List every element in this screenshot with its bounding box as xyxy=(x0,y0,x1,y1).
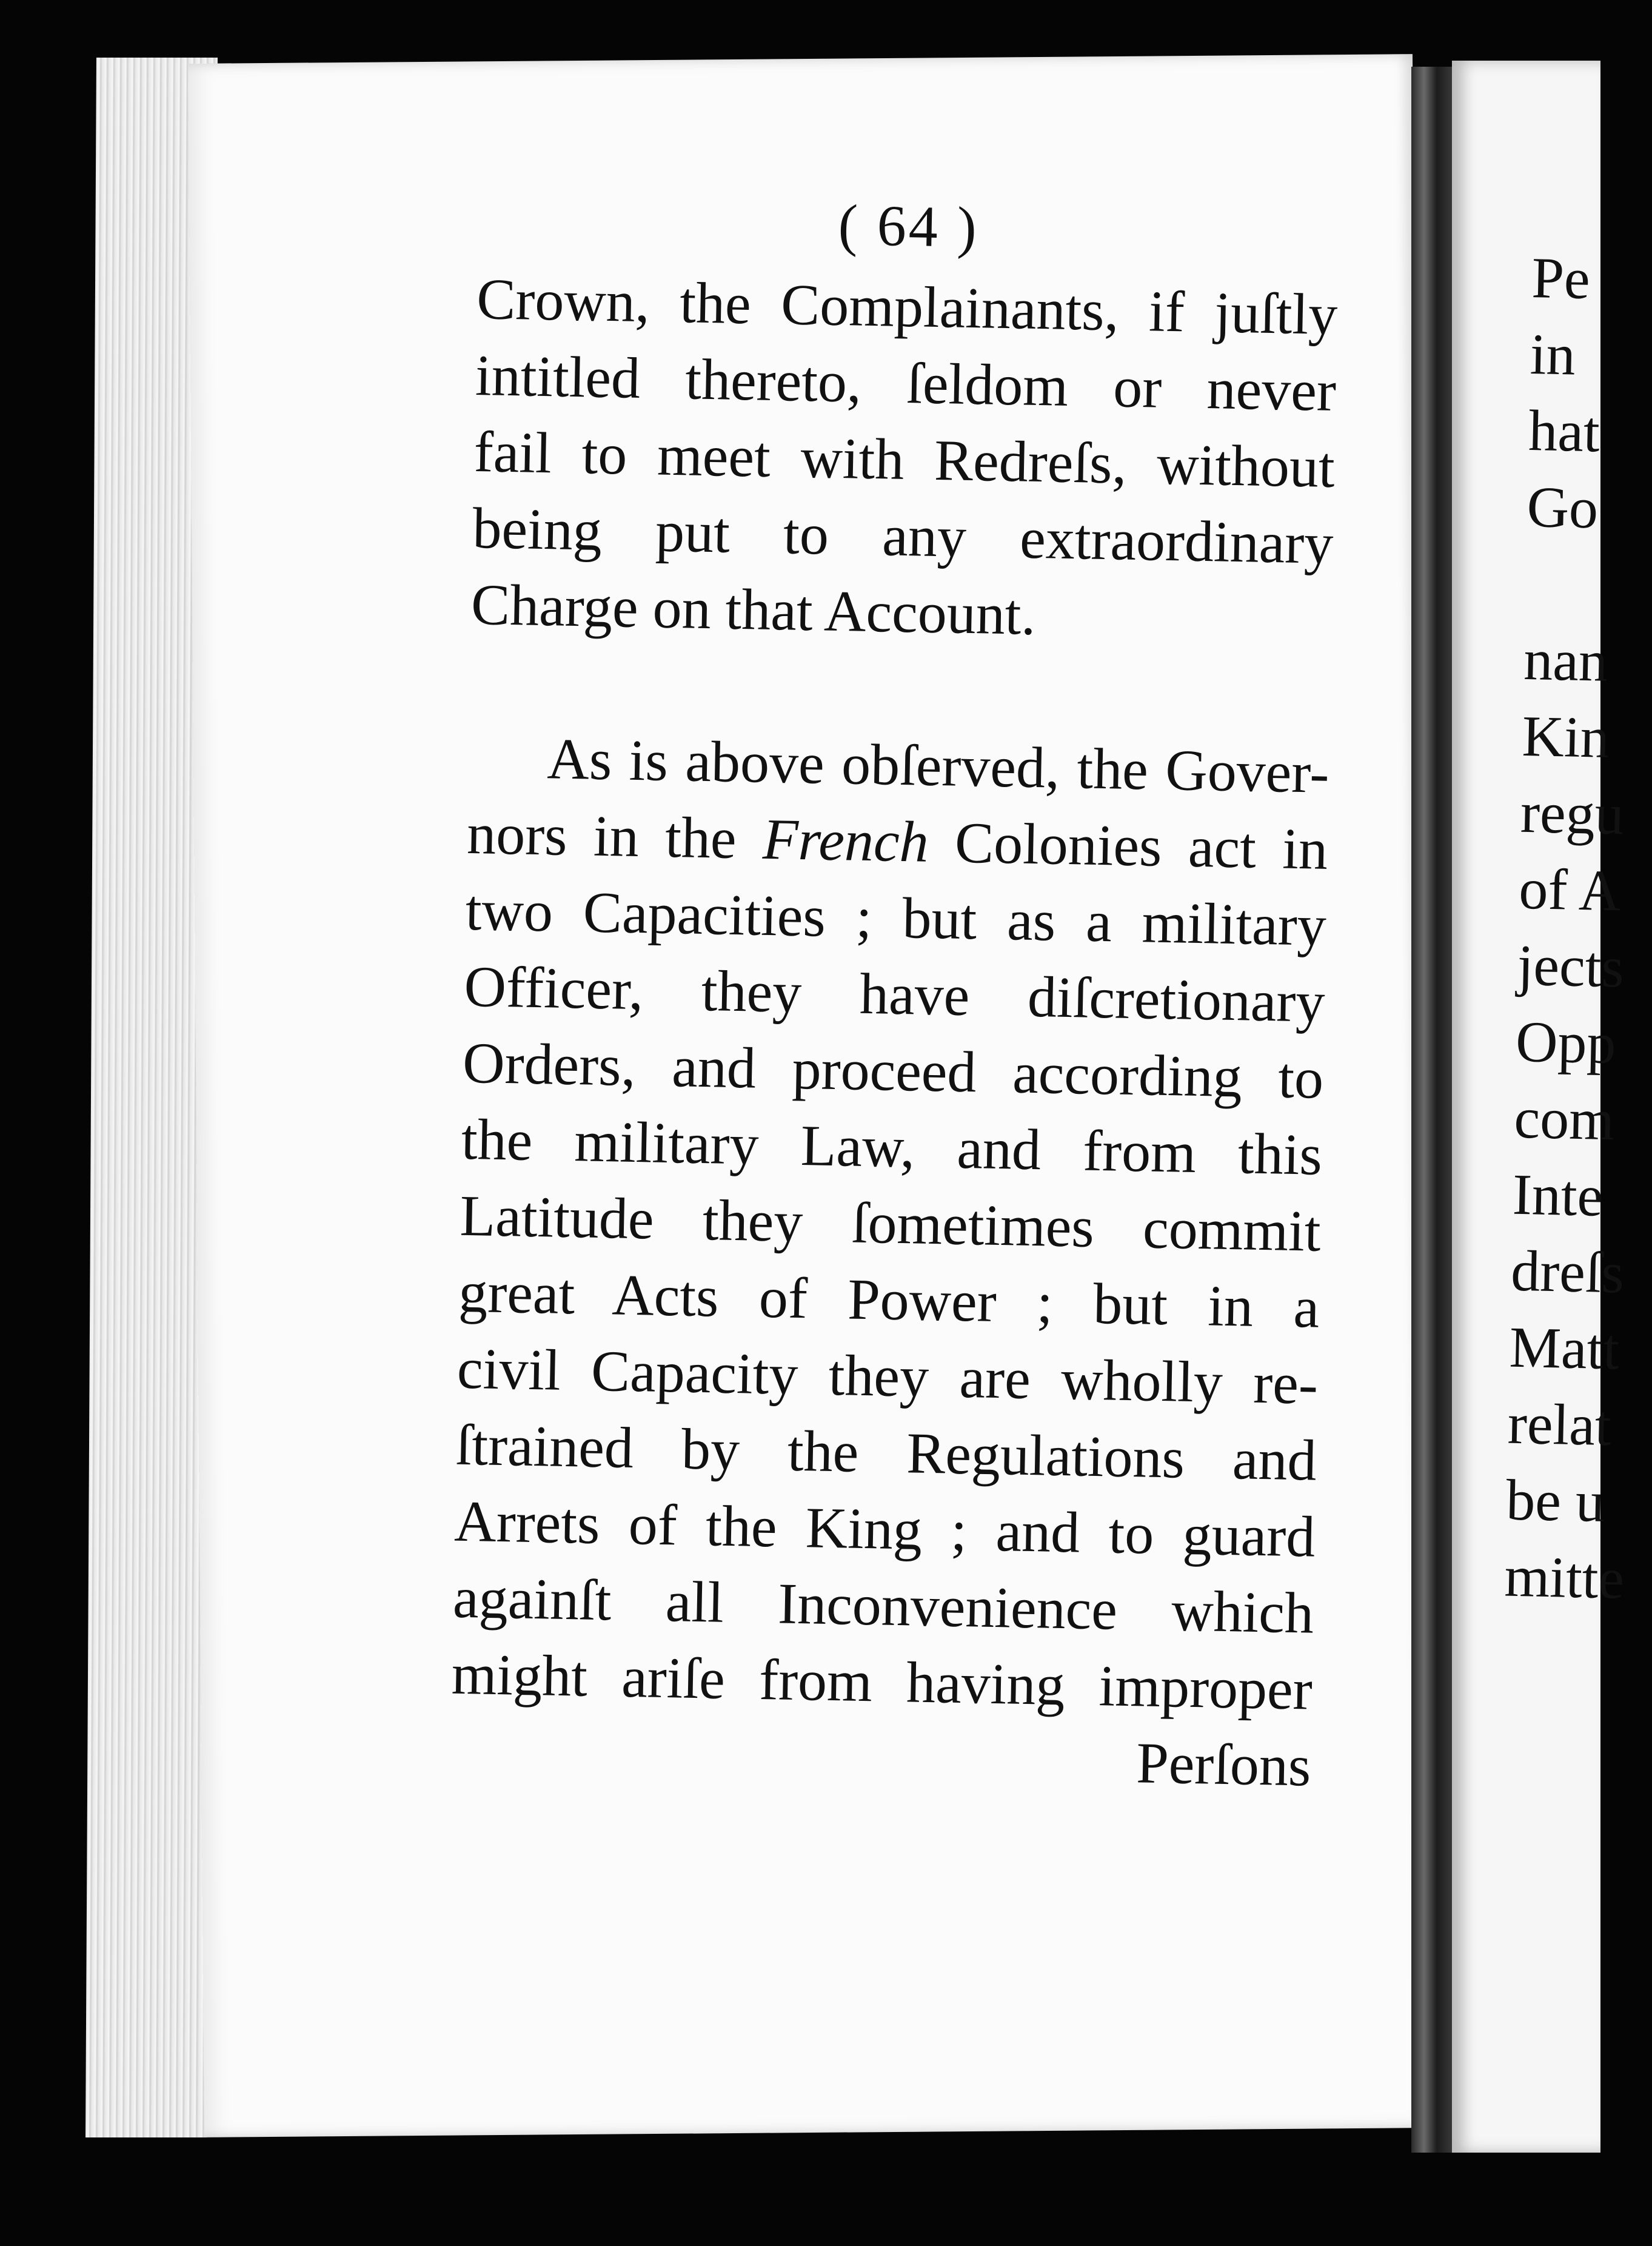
facing-fragment: Opp xyxy=(1515,1008,1617,1076)
facing-fragment: Go xyxy=(1526,474,1599,541)
book-gutter xyxy=(1411,67,1454,2153)
text-line: great Acts of Power ; but in a xyxy=(458,1259,1320,1340)
text-line: the military Law, and from this xyxy=(461,1106,1323,1187)
text-line: As is above obſerved, the Gover- xyxy=(546,726,1330,805)
facing-fragment: Pe xyxy=(1531,244,1591,311)
facing-fragment: dreſs xyxy=(1510,1238,1625,1306)
text-line: Crown, the Complainants, if juſtly xyxy=(476,266,1339,347)
facing-fragment: Inte xyxy=(1511,1161,1604,1229)
facing-fragment: be u xyxy=(1505,1467,1606,1534)
text-span: Colonies act in xyxy=(928,809,1329,882)
facing-fragment: in xyxy=(1529,321,1576,387)
text-line: fail to meet with Redreſs, without xyxy=(473,418,1336,500)
italic-word: French xyxy=(762,806,929,874)
text-line: civil Capacity they are wholly re- xyxy=(456,1335,1319,1416)
text-line: intitled thereto, ſeldom or never xyxy=(475,342,1337,423)
catchword: Perſons xyxy=(1135,1730,1312,1798)
facing-fragment: relat xyxy=(1507,1390,1612,1458)
facing-fragment: jects xyxy=(1516,932,1625,1000)
text-line: Arrets of the King ; and to guard xyxy=(453,1488,1316,1569)
page-number: ( 64 ) xyxy=(837,192,980,260)
text-span: nors in the xyxy=(466,800,764,871)
text-line: two Capacities ; but as a military xyxy=(465,877,1327,958)
facing-fragment: Matt xyxy=(1508,1314,1620,1382)
facing-gap xyxy=(1525,545,1646,624)
text-line: Charge on that Account. xyxy=(470,571,1037,647)
facing-fragment: com xyxy=(1513,1085,1616,1153)
facing-fragment: nan xyxy=(1523,626,1609,694)
page-text xyxy=(449,182,1339,1805)
facing-fragment: of A xyxy=(1518,856,1622,924)
facing-fragment: hat xyxy=(1528,397,1600,464)
text-line: might ariſe from having improper xyxy=(450,1641,1313,1722)
text-line: being put to any extraordinary xyxy=(472,495,1334,576)
text-line: Officer, they have diſcretionary xyxy=(463,953,1326,1034)
text-line: againſt all Inconvenience which xyxy=(452,1564,1314,1646)
facing-fragment: mitte xyxy=(1503,1543,1625,1611)
facing-fragment: regu xyxy=(1520,779,1625,847)
facing-fragment: Kin xyxy=(1521,703,1610,770)
text-line: Latitude they ſometimes commit xyxy=(459,1182,1322,1264)
text-line: Orders, and proceed according to xyxy=(462,1030,1325,1111)
text-line: ſtrained by the Regulations and xyxy=(455,1412,1317,1493)
